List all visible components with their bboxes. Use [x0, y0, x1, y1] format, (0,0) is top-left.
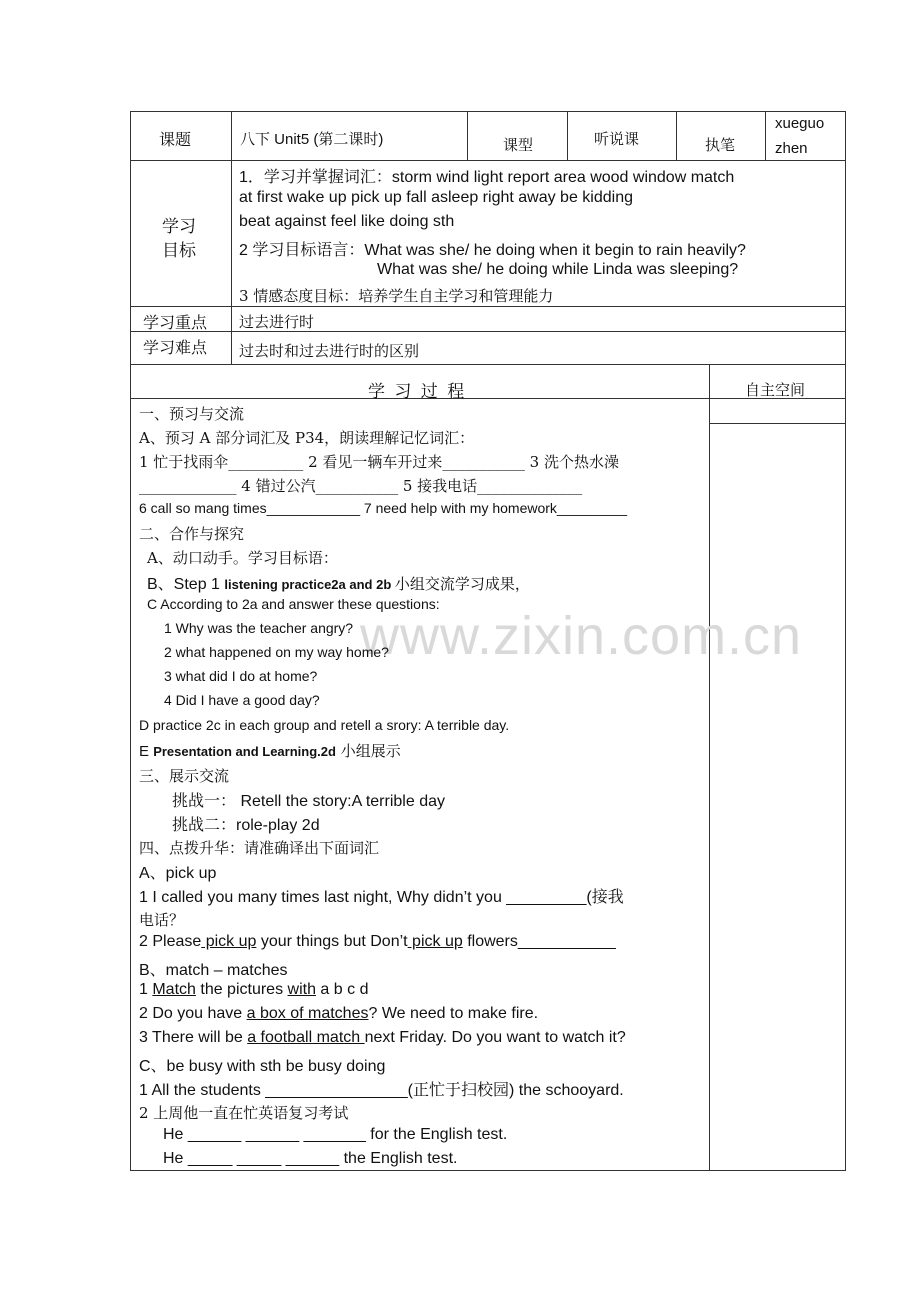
divider [130, 160, 846, 161]
phrase-c-blank-2: He _____ _____ ______ the English test. [163, 1150, 458, 1167]
challenge-2: 挑战二：role-play 2d [172, 817, 320, 834]
phrase-c-item-2: 2 上周他一直在忙英语复习考试 [139, 1104, 349, 1122]
process-title: 学 习 过 程 [368, 382, 467, 402]
key-point-value: 过去进行时 [239, 313, 315, 331]
vocab-line-1: 1 忙于找雨伞__________ 2 看见一辆车开过来___________ 3 洗个热水澡 [139, 453, 619, 471]
table-border-bottom [130, 1170, 846, 1171]
phrase-c-item-1: 1 All the students ________________(正忙于扫校园) the schooyard. [139, 1082, 624, 1099]
divider [467, 111, 468, 160]
question-1: 1 Why was the teacher angry? [164, 620, 354, 636]
divider [130, 331, 846, 332]
divider [709, 364, 710, 1171]
question-2: 2 what happened on my way home? [164, 644, 389, 660]
step-b: B、Step 1 listening practice2a and 2b 小组交流学习成果， [147, 575, 530, 593]
divider [709, 423, 846, 424]
section-2-heading: 二、合作与探究 [139, 525, 245, 543]
key-point-label: 学习重点 [143, 313, 208, 332]
difficulty-label: 学习难点 [143, 338, 208, 357]
author-label: 执笔 [705, 136, 736, 154]
divider [676, 111, 677, 160]
author-value-line2: zhen [775, 140, 808, 157]
table-border-right [845, 111, 846, 1171]
divider [130, 306, 846, 307]
topic-label: 课题 [159, 130, 192, 149]
divider [130, 364, 846, 365]
phrase-a-heading: A、pick up [139, 865, 217, 882]
question-3: 3 what did I do at home? [164, 668, 318, 684]
question-4: 4 Did I have a good day? [164, 692, 320, 708]
step-c: C According to 2a and answer these questions: [147, 596, 440, 612]
goals-line-5: What was she/ he doing while Linda was sleeping? [377, 261, 739, 278]
divider [567, 111, 568, 160]
table-border-left [130, 111, 131, 1171]
section-4-heading: 四、点拨升华：请准确译出下面词汇 [139, 839, 380, 857]
divider [765, 111, 766, 160]
goals-line-3: beat against feel like doing sth [239, 213, 455, 230]
phrase-a-item-1-cont: 电话？ [139, 911, 185, 929]
vocab-line-3: 6 call so mang times____________ 7 need help with my homework_________ [139, 500, 627, 516]
phrase-b-heading: B、match – matches [139, 962, 288, 979]
preview-instruction: A、预习 A 部分词汇及 P34，朗读理解记忆词汇： [139, 429, 475, 447]
topic-value: 八下 Unit5 (第二课时) [240, 131, 384, 148]
challenge-1: 挑战一： Retell the story:A terrible day [172, 793, 445, 810]
phrase-c-blank-1: He ______ ______ _______ for the English test. [163, 1126, 508, 1143]
phrase-b-item-1: 1 Match the pictures with a b c d [139, 981, 369, 998]
phrase-b-item-3: 3 There will be a football match next Friday. Do you want to watch it? [139, 1029, 626, 1046]
watermark: www.zixin.com.cn [360, 606, 803, 666]
phrase-b-item-2: 2 Do you have a box of matches? We need to make fire. [139, 1005, 539, 1022]
step-e: E Presentation and Learning.2d 小组展示 [139, 742, 401, 760]
difficulty-value: 过去时和过去进行时的区别 [239, 342, 420, 360]
vocab-line-2: _____________ 4 错过公汽___________ 5 接我电话______________ [139, 477, 583, 495]
side-column-title: 自主空间 [745, 381, 806, 399]
author-value-line1: xueguo [775, 115, 825, 132]
table-border-top [130, 111, 846, 112]
divider [231, 111, 232, 364]
type-value: 听说课 [594, 130, 640, 148]
phrase-a-item-2: 2 Please pick up your things but Don’t pick up flowers___________ [139, 933, 616, 950]
phrase-a-item-1: 1 I called you many times last night, Why didn’t you _________(接我 [139, 889, 624, 906]
section-3-heading: 三、展示交流 [139, 767, 230, 785]
goals-line-1: 1．学习并掌握词汇：storm wind light report area wood window match [239, 169, 735, 186]
goals-line-4: 2 学习目标语言：What was she/ he doing when it begin to rain heavily? [239, 242, 746, 259]
type-label: 课型 [503, 136, 534, 154]
phrase-c-heading: C、be busy with sth be busy doing [139, 1058, 386, 1075]
section-1-heading: 一、预习与交流 [139, 405, 245, 423]
goals-line-2: at first wake up pick up fall asleep right away be kidding [239, 189, 633, 206]
step-a: A、动口动手。学习目标语： [147, 549, 338, 567]
step-d: D practice 2c in each group and retell a srory: A terrible day. [139, 717, 510, 733]
goals-line-6: 3 情感态度目标：培养学生自主学习和管理能力 [239, 287, 554, 305]
goals-label-1: 学习 [162, 217, 196, 237]
goals-label-2: 目标 [162, 241, 196, 261]
divider [130, 398, 846, 399]
